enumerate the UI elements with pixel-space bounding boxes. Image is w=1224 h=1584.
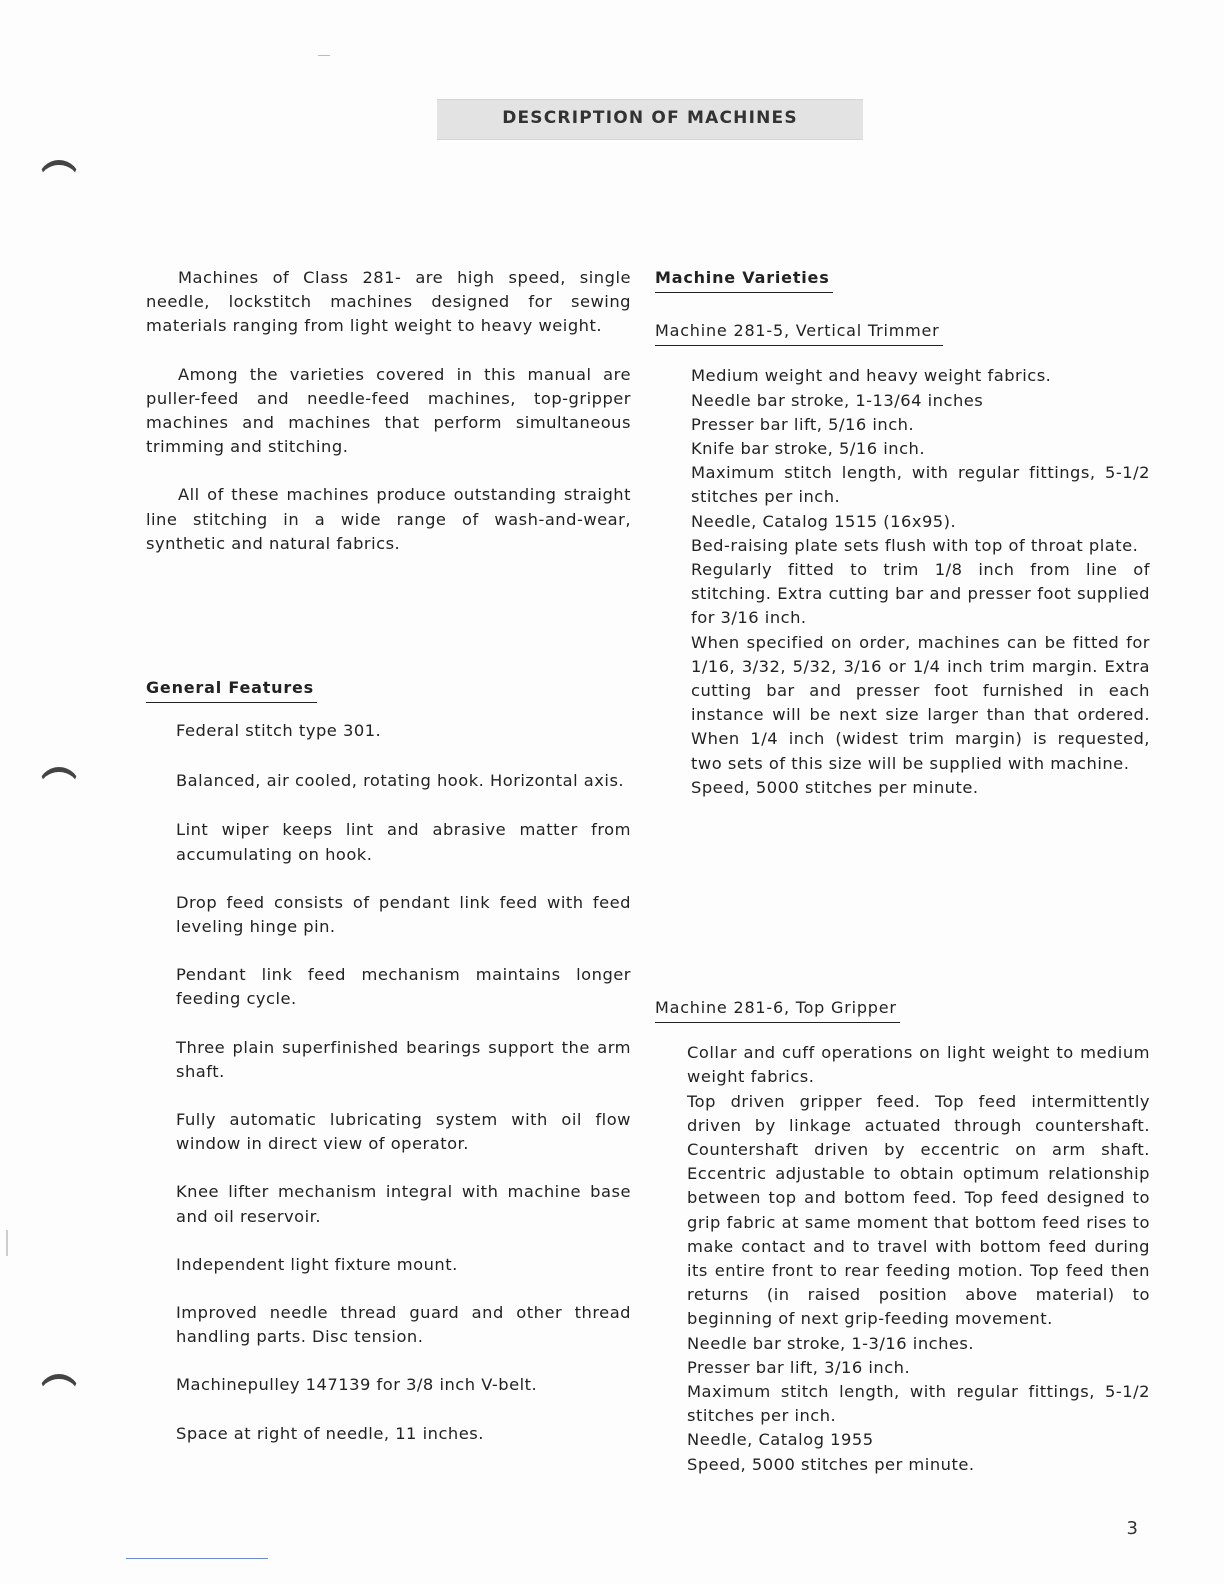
machine-281-6-title: Machine 281-6, Top Gripper [655,996,900,1023]
binder-hole-icon [38,767,80,809]
spec-line: Maximum stitch length, with regular fittings, 5-1/2 stitches per inch. [691,463,1150,507]
machine-281-5-section [655,319,1150,800]
right-column [655,266,1150,1474]
spec-line: Speed, 5000 stitches per minute. [687,1454,975,1474]
feature-item: Lint wiper keeps lint and abrasive matter from accumulating on hook. [176,820,631,864]
intro-paragraph: Among the varieties covered in this manual are puller-feed and needle-feed machines, top-gripper machines and machines that perform simultaneous trimming and stitching. [146,364,631,457]
feature-item: Balanced, air cooled, rotating hook. Horizontal axis. [176,771,625,791]
feature-item: Independent light fixture mount. [176,1254,458,1274]
feature-item: Knee lifter mechanism integral with machine base and oil reservoir. [176,1182,631,1226]
feature-item: Drop feed consists of pendant link feed with feed leveling hinge pin. [176,892,631,937]
page-title: DESCRIPTION OF MACHINES [502,108,798,128]
footer-rule [126,1558,268,1559]
spec-line: Medium weight and heavy weight fabrics. [691,366,1052,386]
feature-item: Federal stitch type 301. [176,721,382,741]
feature-item: Pendant link feed mechanism maintains longer feeding cycle. [176,965,631,1009]
spec-line: Needle bar stroke, 1-13/64 inches [691,390,984,410]
scan-mark [6,1230,8,1256]
general-features-section [146,676,631,1446]
spec-line: Collar and cuff operations on light weight to medium weight fabrics. [687,1043,1150,1087]
scan-mark [318,55,330,56]
spec-line: Bed-raising plate sets flush with top of throat plate. [691,535,1139,555]
spec-line: Needle, Catalog 1955 [687,1430,874,1450]
spec-line: When specified on order, machines can be fitted for 1/16, 3/32, 5/32, 3/16 or 1/4 inch trim margin. Extra cutting bar and presser foot furnished in each instance will be next size larger than that ordered. When 1/4 inch (widest trim margin) is requested, two sets of this size will be supplied with machine. [691,632,1150,773]
spec-line: Regularly fitted to trim 1/8 inch from line of stitching. Extra cutting bar and presser foot supplied for 3/16 inch. [691,560,1150,628]
page-number: 3 [1126,1518,1138,1539]
machine-281-5-title: Machine 281-5, Vertical Trimmer [655,319,943,346]
intro-paragraph: Machines of Class 281- are high speed, single needle, lockstitch machines designed for sewing materials ranging from light weight to heavy weight. [146,268,631,336]
binder-hole-icon [38,160,80,202]
spec-line: Top driven gripper feed. Top feed intermittently driven by linkage actuated through countershaft. Countershaft driven by eccentric on arm shaft. Eccentric adjustable to obtain optimum relationship between top and bottom feed. Top feed designed to grip fabric at same moment that bottom feed rises to make contact and to travel with bottom feed during its entire front to rear feeding motion. Top feed then returns (in raised position above material) to beginning of next grip-feeding movement. [687,1091,1150,1329]
spec-line: Needle bar stroke, 1-3/16 inches. [687,1333,975,1353]
spec-line: Presser bar lift, 5/16 inch. [691,414,915,434]
spec-line: Maximum stitch length, with regular fittings, 5-1/2 stitches per inch. [687,1382,1150,1426]
page-title-band [437,99,863,140]
spec-line: Presser bar lift, 3/16 inch. [687,1357,911,1377]
binder-hole-icon [38,1374,80,1416]
machine-varieties-heading: Machine Varieties [655,266,833,293]
feature-item: Improved needle thread guard and other thread handling parts. Disc tension. [176,1303,631,1347]
feature-item: Space at right of needle, 11 inches. [176,1423,484,1443]
feature-item: Fully automatic lubricating system with oil flow window in direct view of operator. [176,1110,631,1154]
spec-line: Needle, Catalog 1515 (16x95). [691,511,957,531]
general-features-heading: General Features [146,676,317,703]
left-column [146,266,631,1443]
machine-281-6-section [655,996,1150,1477]
spec-line: Knife bar stroke, 5/16 inch. [691,439,926,459]
spec-line: Speed, 5000 stitches per minute. [691,777,979,797]
intro-paragraph: All of these machines produce outstanding straight line stitching in a wide range of wash-and-wear, synthetic and natural fabrics. [146,485,631,553]
feature-item: Machinepulley 147139 for 3/8 inch V-belt. [176,1375,538,1395]
feature-item: Three plain superfinished bearings support the arm shaft. [176,1037,631,1081]
